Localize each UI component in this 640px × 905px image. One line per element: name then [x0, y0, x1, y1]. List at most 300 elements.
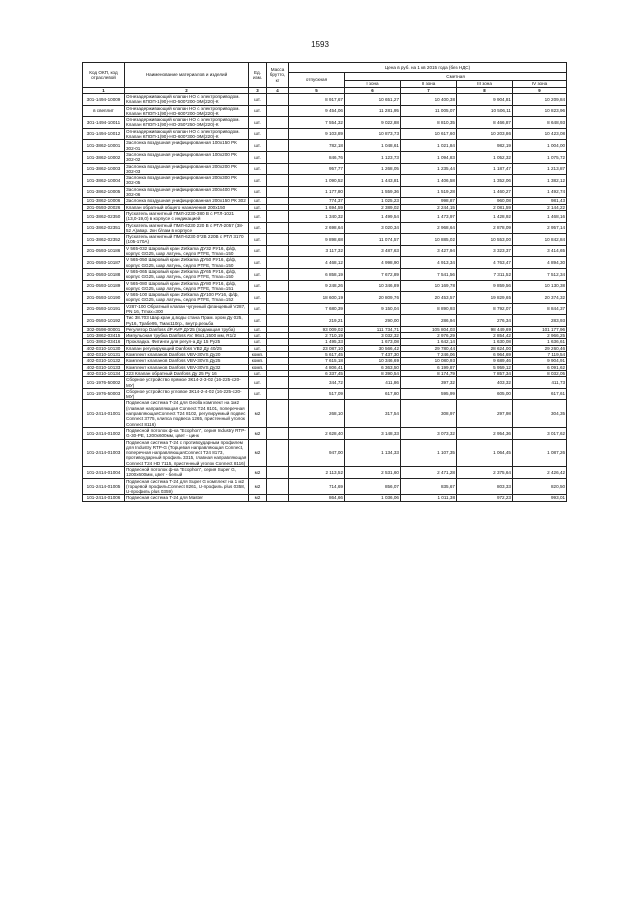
zone-3-price: 9 859,56	[457, 280, 513, 292]
item-unit: шт.	[249, 257, 267, 269]
zone-2-price: 10 400,38	[401, 94, 457, 106]
item-code: 301-1494-10009	[83, 94, 125, 106]
zone-4-price: 981,43	[513, 198, 567, 204]
zone-4-price: 8 032,05	[513, 370, 567, 376]
zone-2-price: 1 021,84	[401, 140, 457, 152]
release-price: 1 340,32	[289, 210, 345, 222]
item-name: Комплект клапанов Danfoss VBV-30VS Ду25	[125, 358, 249, 364]
item-unit: м2	[249, 427, 267, 439]
item-unit: шт.	[249, 105, 267, 117]
zone-3-price: 9 904,81	[457, 94, 513, 106]
item-mass	[267, 467, 289, 479]
release-price: 7 680,39	[289, 303, 345, 315]
table-row	[83, 364, 567, 370]
release-price: 2 698,64	[289, 222, 345, 234]
table-row	[83, 303, 567, 315]
zone-1-price: 11 074,57	[345, 234, 401, 246]
release-price: 1 090,52	[289, 175, 345, 187]
zone-3-price: 972,23	[457, 495, 513, 501]
item-code: 402-0310-10133	[83, 364, 125, 370]
item-code: 101-3862-10002	[83, 151, 125, 163]
zone-4-price: 304,35	[513, 400, 567, 427]
item-code: 201-0593-10192	[83, 315, 125, 327]
item-mass	[267, 222, 289, 234]
item-code: 201-0593-10189	[83, 280, 125, 292]
zone-1-price: 111 734,71	[345, 326, 401, 332]
zone-3-price: 98 449,69	[457, 326, 513, 332]
zone-2-price: 20 453,57	[401, 292, 457, 304]
zone-2-price: 286,94	[401, 315, 457, 327]
item-mass	[267, 105, 289, 117]
item-name: Подвесной потолок ф-ка "Ecophon", серия Industry RTP-G-30-PE, 1200x600мм, цвет - цинк	[125, 427, 249, 439]
item-code: 201-0593-10188	[83, 268, 125, 280]
table-row	[83, 204, 567, 210]
zone-1-price: 10 346,69	[345, 358, 401, 364]
item-name: Тис 38.703 Шар.кран д.воды стана Прам. хром Ду 025, Ру16, Трабе95, Тмах110гр., внутр.резьба	[125, 315, 249, 327]
zone-1-price: 1 025,23	[345, 198, 401, 204]
item-mass	[267, 400, 289, 427]
item-code: 402-0310-10132	[83, 358, 125, 364]
zone-4-price: 20 374,32	[513, 292, 567, 304]
item-unit: м2	[249, 495, 267, 501]
release-price: 864,66	[289, 495, 345, 501]
table-row	[83, 222, 567, 234]
zone-2-price: 595,99	[401, 388, 457, 400]
table-row	[83, 495, 567, 501]
zone-1-price: 6 363,50	[345, 364, 401, 370]
table-row	[83, 210, 567, 222]
zone-4-price: 10 130,38	[513, 280, 567, 292]
item-code: 402-0310-10131	[83, 352, 125, 358]
zone-2-price: 1 406,58	[401, 175, 457, 187]
table-row	[83, 175, 567, 187]
release-price: 2 628,40	[289, 427, 345, 439]
zone-4-price: 1 075,72	[513, 151, 567, 163]
zone-3-price: 1 428,92	[457, 210, 513, 222]
zone-2-price: 8 890,93	[401, 303, 457, 315]
item-name: Комплект клапанов Danfoss VBV-30VS Ду32	[125, 364, 249, 370]
zone-1-price: 1 134,33	[345, 439, 401, 466]
zone-3-price: 297,98	[457, 400, 513, 427]
release-price: 846,76	[289, 151, 345, 163]
zone-4-price: 3 017,62	[513, 427, 567, 439]
item-unit: шт.	[249, 303, 267, 315]
zone-4-price: 101 177,96	[513, 326, 567, 332]
zone-2-price: 11 005,07	[401, 105, 457, 117]
table-row	[83, 105, 567, 117]
release-price: 947,00	[289, 439, 345, 466]
table-row	[83, 257, 567, 269]
table-row	[83, 388, 567, 400]
item-mass	[267, 175, 289, 187]
zone-1-price: 1 559,36	[345, 186, 401, 198]
zone-2-price: 998,87	[401, 198, 457, 204]
item-name: Сборное устройство угловое 3К14-2-4-02 (16-225-с20-МУ)	[125, 388, 249, 400]
zone-2-price: 10 169,78	[401, 280, 457, 292]
table-body	[83, 94, 567, 502]
item-mass	[267, 210, 289, 222]
zone-3-header: III зона	[457, 81, 513, 88]
zone-2-price: 7 246,06	[401, 352, 457, 358]
item-name: V 565-065 Шаровый кран Zetkama ДУ65 РУ16, ф/ф, корпус GG25, шар латунь, седло PTFE, Tmax=150	[125, 268, 249, 280]
item-name: Огнезадерживающий клапан НО с электроприводом. Клапан КПОП-1(90)-НО-600*200-ЭМ(220)-К	[125, 105, 249, 117]
release-price: 9 898,68	[289, 234, 345, 246]
zone-2-price: 8 174,79	[401, 370, 457, 376]
item-unit: шт.	[249, 268, 267, 280]
item-unit: шт.	[249, 370, 267, 376]
item-mass	[267, 163, 289, 175]
item-code: 201-0593-10190	[83, 292, 125, 304]
zone-4-price: 8 648,93	[513, 117, 567, 129]
release-price: 2 710,19	[289, 333, 345, 339]
release-price: 3 117,32	[289, 245, 345, 257]
zone-4-price: 411,73	[513, 377, 567, 389]
zone-2-price: 10 080,93	[401, 358, 457, 364]
item-mass	[267, 151, 289, 163]
zone-2-price: 2 244,15	[401, 204, 457, 210]
item-unit: шт.	[249, 315, 267, 327]
item-unit: шт.	[249, 222, 267, 234]
release-price: 774,37	[289, 198, 345, 204]
item-code: 101-3862-03416	[83, 339, 125, 345]
zone-1-price: 30 566,42	[345, 345, 401, 351]
column-index: 5	[289, 88, 345, 94]
item-unit: шт.	[249, 151, 267, 163]
item-code: 301-1494-10011	[83, 117, 125, 129]
zone-1-price: 3 487,63	[345, 245, 401, 257]
item-name: Комплект клапанов Danfoss VBV-30VS Ду20	[125, 352, 249, 358]
release-price: 8 917,67	[289, 94, 345, 106]
zone-4-price: 617,61	[513, 388, 567, 400]
item-name: V 565-100 Шаровый кран Zetkama ДУ100 РУ16, ф/ф, корпус GG25, шар латунь, седло PTFE, Tmax=152	[125, 292, 249, 304]
zone-4-price: 10 209,84	[513, 94, 567, 106]
item-unit: шт.	[249, 140, 267, 152]
release-price: 1 694,59	[289, 204, 345, 210]
zone-3-price: 10 553,00	[457, 234, 513, 246]
release-price: 2 113,52	[289, 467, 345, 479]
item-unit: шт.	[249, 163, 267, 175]
item-mass	[267, 186, 289, 198]
zone-3-price: 2 081,59	[457, 204, 513, 210]
item-code: 302-0598-00001	[83, 326, 125, 332]
table-row	[83, 370, 567, 376]
zone-4-price: 2 144,22	[513, 204, 567, 210]
item-name: Пускатель магнитный ПМЛ-6230 0*2В 220В с РТЛ 3170 (105-170А)	[125, 234, 249, 246]
zone-4-price: 10 423,08	[513, 128, 567, 140]
item-unit: комп.	[249, 364, 267, 370]
release-price: 93 009,02	[289, 326, 345, 332]
zone-1-price: 1 048,61	[345, 140, 401, 152]
zone-1-price: 2 389,02	[345, 204, 401, 210]
table-row	[83, 439, 567, 466]
zone-1-price: 20 809,76	[345, 292, 401, 304]
item-code: 101-3862-02352	[83, 234, 125, 246]
item-name: Прокладка. Фитинги для регул-а Ду 15 Ру25	[125, 339, 249, 345]
item-unit: м2	[249, 400, 267, 427]
item-mass	[267, 495, 289, 501]
item-code: 101-3862-10001	[83, 140, 125, 152]
table-row	[83, 339, 567, 345]
item-code: 101-2414-01002	[83, 427, 125, 439]
item-unit: шт.	[249, 326, 267, 332]
item-code: 101-2414-01003	[83, 439, 125, 466]
zone-3-price: 276,34	[457, 315, 513, 327]
item-name: Импульсная трубка Danfoss AV. 96x1,1500 мм, R1/2	[125, 333, 249, 339]
item-mass	[267, 268, 289, 280]
zone-3-price: 8 792,07	[457, 303, 513, 315]
item-name: Пускатель магнитный ПМЛ-2230-380 В с РТЛ-1021 (13,0-19,0) в корпусе с индикацией	[125, 210, 249, 222]
release-price: 6 858,19	[289, 268, 345, 280]
table-row	[83, 478, 567, 495]
zone-2-price: 2 968,64	[401, 222, 457, 234]
zone-3-price: 5 959,12	[457, 364, 513, 370]
item-name: Заслонка воздушная унифицированная 200x400 РК 302-06	[125, 186, 249, 198]
zone-2-price: 105 804,03	[401, 326, 457, 332]
item-unit: м2	[249, 439, 267, 466]
zone-1-price: 11 281,95	[345, 105, 401, 117]
item-unit: шт.	[249, 186, 267, 198]
zone-1-header: I зона	[345, 81, 401, 88]
page-number: 1593	[311, 40, 329, 49]
release-price: 1 177,80	[289, 186, 345, 198]
zone-3-price: 1 352,06	[457, 175, 513, 187]
zone-3-price: 8 466,87	[457, 117, 513, 129]
zone-2-price: 2 976,29	[401, 333, 457, 339]
table-row	[83, 117, 567, 129]
zone-2-price: 1 011,38	[401, 495, 457, 501]
column-index: 1	[83, 88, 125, 94]
item-code: 101-1976-50003	[83, 388, 125, 400]
item-code: 101-3862-10003	[83, 163, 125, 175]
zone-3-price: 403,32	[457, 377, 513, 389]
item-unit: комп.	[249, 358, 267, 364]
item-unit: шт.	[249, 117, 267, 129]
item-name: V 565-032 Шаровый кран Zetkama ДУ32 РУ16, ф/ф, корпус GG25, шар латунь, седло PTFE, Tmax=150	[125, 245, 249, 257]
zone-4-price: 2 966,25	[513, 333, 567, 339]
item-name: Заслонка воздушная унифицированная 200x150 РК 302	[125, 198, 249, 204]
item-unit: шт.	[249, 128, 267, 140]
zone-3-price: 1 052,32	[457, 151, 513, 163]
item-unit: шт.	[249, 377, 267, 389]
item-name: Сборное устройство прямое 3К14-2-3-02 (16-225-с20-МУ)	[125, 377, 249, 389]
table-row	[83, 140, 567, 152]
zone-1-price: 1 499,54	[345, 210, 401, 222]
item-name: V287-100 Обратный клапан чугунный фланцевый V287, PN 16, Tmax=300	[125, 303, 249, 315]
zone-3-price: 6 964,69	[457, 352, 513, 358]
zone-2-price: 2 471,28	[401, 467, 457, 479]
item-name: V 565-050 Шаровый кран Zetkama ДУ50 РУ16, ф/ф, корпус GG25, шар латунь, седло PTFE, Tmax=150	[125, 257, 249, 269]
zone-3-price: 803,33	[457, 478, 513, 495]
zone-1-price: 9 150,04	[345, 303, 401, 315]
zone-3-price: 19 829,65	[457, 292, 513, 304]
zone-3-price: 1 187,47	[457, 163, 513, 175]
zone-2-price: 397,32	[401, 377, 457, 389]
item-name: Огнезадерживающий клапан НО с электроприводом. Клапан КПОП-1(90)-НО-600*300-ЭМ(220)-К	[125, 128, 249, 140]
item-mass	[267, 427, 289, 439]
item-unit: шт.	[249, 234, 267, 246]
zone-3-price: 10 203,86	[457, 128, 513, 140]
item-mass	[267, 245, 289, 257]
table-row	[83, 128, 567, 140]
column-index: 3	[249, 88, 267, 94]
zone-2-price: 10 885,02	[401, 234, 457, 246]
zone-4-price: 1 213,87	[513, 163, 567, 175]
item-unit: м2	[249, 467, 267, 479]
zone-3-price: 2 954,36	[457, 427, 513, 439]
zone-1-price: 1 123,73	[345, 151, 401, 163]
zone-3-price: 2 854,42	[457, 333, 513, 339]
item-name: 223 Клапан обратный Danfoss Ду 25 Ру 16	[125, 370, 249, 376]
zone-2-price: 1 107,35	[401, 439, 457, 466]
zone-1-price: 1 673,08	[345, 339, 401, 345]
zone-4-price: 6 091,62	[513, 364, 567, 370]
mass-header: Масса брутто, кг	[267, 63, 289, 88]
zone-4-price: 10 842,84	[513, 234, 567, 246]
item-mass	[267, 140, 289, 152]
table-row	[83, 326, 567, 332]
zone-3-price: 2 878,09	[457, 222, 513, 234]
item-mass	[267, 315, 289, 327]
zone-1-price: 3 020,34	[345, 222, 401, 234]
item-code: 301-1494-10012	[83, 128, 125, 140]
item-name: Подвесная система T-24 для Super G комплект на 1 м2 (торцевой профильConnect 8261, U-профиль plus 0358, U-профиль plus 0359)	[125, 478, 249, 495]
zone-3-price: 4 763,47	[457, 257, 513, 269]
zone-1-price: 10 651,27	[345, 94, 401, 106]
zone-2-price: 3 073,32	[401, 427, 457, 439]
item-mass	[267, 478, 289, 495]
zone-2-price: 4 913,34	[401, 257, 457, 269]
item-mass	[267, 388, 289, 400]
item-name: Подвесная система T-24 для Master	[125, 495, 249, 501]
item-unit: шт.	[249, 388, 267, 400]
zone-1-price: 856,07	[345, 478, 401, 495]
item-name: Заслонка воздушная унифицированная 100x150 РК 302-01	[125, 140, 249, 152]
zone-4-price: 10 823,96	[513, 105, 567, 117]
item-name: Регулятор Danfoss dP AVP ДУ25 (подающая труба)	[125, 326, 249, 332]
zone-4-price: 7 512,34	[513, 268, 567, 280]
table-row	[83, 151, 567, 163]
zone-4-price: 1 468,16	[513, 210, 567, 222]
zone-4-header: IV зона	[513, 81, 567, 88]
table-row	[83, 377, 567, 389]
item-mass	[267, 292, 289, 304]
zone-4-price: 1 492,74	[513, 186, 567, 198]
item-code: в свеплит	[83, 105, 125, 117]
code-header: Код ОКП, код отраслевой	[83, 63, 125, 88]
table-row	[83, 333, 567, 339]
zone-1-price: 10 346,89	[345, 280, 401, 292]
zone-2-price: 1 642,14	[401, 339, 457, 345]
zone-2-price: 1 094,83	[401, 151, 457, 163]
item-unit: шт.	[249, 339, 267, 345]
zone-4-price: 29 260,46	[513, 345, 567, 351]
item-mass	[267, 94, 289, 106]
item-code: 201-0593-10186	[83, 245, 125, 257]
zone-4-price: 2 426,42	[513, 467, 567, 479]
release-price: 714,69	[289, 478, 345, 495]
zone-1-price: 1 443,81	[345, 175, 401, 187]
release-price-header: отпускная	[289, 73, 345, 88]
estimate-price-header: Сметная	[345, 73, 567, 81]
item-name: V 565-080 Шаровый кран Zetkama ДУ80 РУ16, ф/ф, корпус GG25, шар латунь, седло PTFE, Tmax=151	[125, 280, 249, 292]
release-price: 957,77	[289, 163, 345, 175]
zone-4-price: 1 382,12	[513, 175, 567, 187]
zone-1-price: 4 998,90	[345, 257, 401, 269]
item-unit: шт.	[249, 280, 267, 292]
item-code: 101-2414-01001	[83, 400, 125, 427]
zone-1-price: 7 672,89	[345, 268, 401, 280]
item-unit: шт.	[249, 198, 267, 204]
item-code: 101-2414-01005	[83, 478, 125, 495]
zone-2-price: 6 199,87	[401, 364, 457, 370]
column-index: 6	[345, 88, 401, 94]
release-price: 1 495,33	[289, 339, 345, 345]
item-name: Подвесная система T-24 для Geolla комплект на 1м2 (главная направляющая Connect T24 8101, поперечная направляющаяConnect T24 8102, регулируемый подвес Connect 3775, клипса подвеса 1265, пристенный уголок Connect 8116)	[125, 400, 249, 427]
zone-4-price: 820,50	[513, 478, 567, 495]
zone-2-price: 29 780,44	[401, 345, 457, 351]
table-row	[83, 94, 567, 106]
item-unit: шт.	[249, 245, 267, 257]
table-row	[83, 234, 567, 246]
item-mass	[267, 280, 289, 292]
item-unit: шт.	[249, 333, 267, 339]
zone-1-price: 3 148,33	[345, 427, 401, 439]
release-price: 268,10	[289, 400, 345, 427]
table-row	[83, 292, 567, 304]
release-price: 9 248,26	[289, 280, 345, 292]
zone-1-price: 8 390,54	[345, 370, 401, 376]
zone-4-price: 1 087,26	[513, 439, 567, 466]
item-mass	[267, 117, 289, 129]
item-unit: шт.	[249, 204, 267, 210]
zone-4-price: 2 957,14	[513, 222, 567, 234]
release-price: 9 454,06	[289, 105, 345, 117]
item-code: 101-3862-02350	[83, 210, 125, 222]
item-code: 101-3862-10006	[83, 198, 125, 204]
table-row	[83, 400, 567, 427]
table-row	[83, 268, 567, 280]
zone-1-price: 290,00	[345, 315, 401, 327]
zone-2-price: 308,97	[401, 400, 457, 427]
table-row	[83, 358, 567, 364]
item-code: 101-3862-03415	[83, 333, 125, 339]
zone-3-price: 605,00	[457, 388, 513, 400]
item-code: 101-3862-02351	[83, 222, 125, 234]
item-unit: шт.	[249, 210, 267, 222]
item-mass	[267, 234, 289, 246]
zone-3-price: 3 323,37	[457, 245, 513, 257]
item-mass	[267, 128, 289, 140]
zone-4-price: 8 844,37	[513, 303, 567, 315]
release-price: 7 615,18	[289, 358, 345, 364]
item-name: Подвесной потолок ф-ка "Ecophon", серия Super G, 1200x600мм, цвет - белый	[125, 467, 249, 479]
name-header: Наименование материалов и изделий	[125, 63, 249, 88]
zone-1-price: 10 873,73	[345, 128, 401, 140]
zone-1-price: 7 437,30	[345, 352, 401, 358]
item-code: 101-3862-10004	[83, 175, 125, 187]
column-index: 9	[513, 88, 567, 94]
zone-3-price: 960,08	[457, 198, 513, 204]
zone-2-price: 835,67	[401, 478, 457, 495]
table-row	[83, 427, 567, 439]
item-unit: шт.	[249, 292, 267, 304]
item-code: 402-0310-10134	[83, 370, 125, 376]
item-unit: шт.	[249, 345, 267, 351]
unit-header: Ед. изм.	[249, 63, 267, 88]
release-price: 7 554,32	[289, 117, 345, 129]
item-unit: шт.	[249, 94, 267, 106]
item-code: 101-1976-50002	[83, 377, 125, 389]
